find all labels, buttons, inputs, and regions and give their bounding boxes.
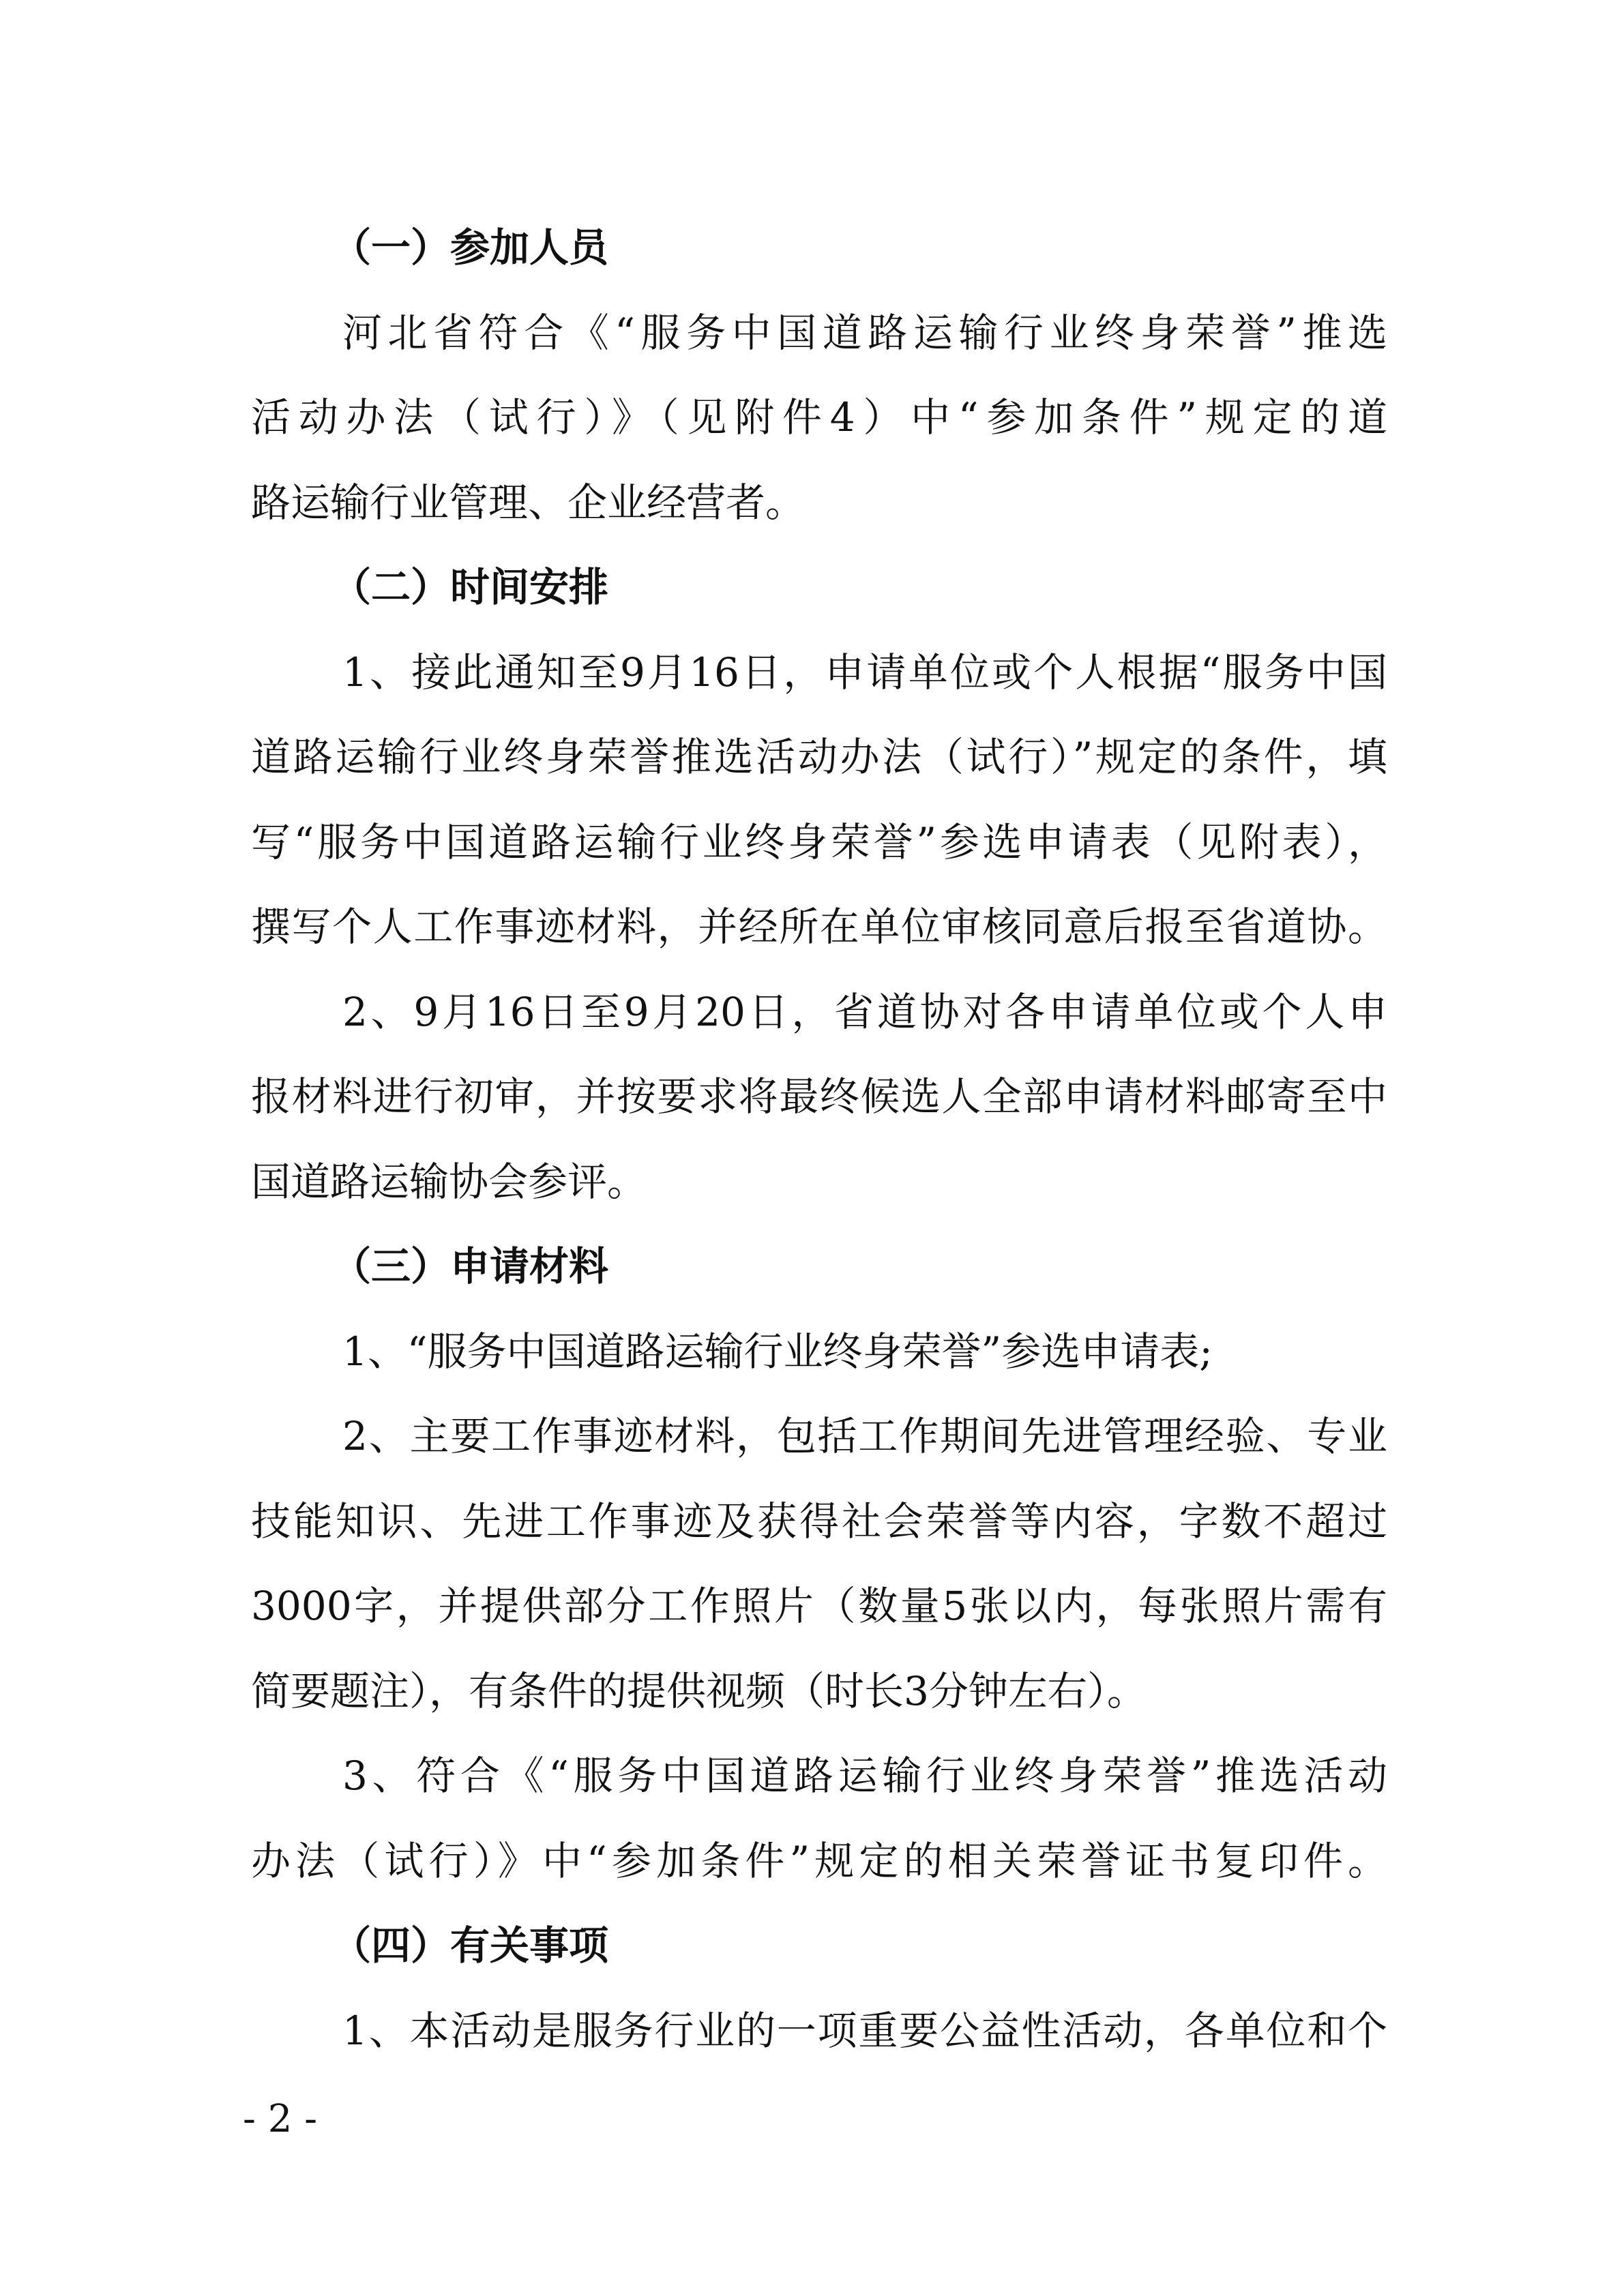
paragraph-line: 报材料进行初审，并按要求将最终候选人全部申请材料邮寄至中 bbox=[251, 1073, 1387, 1120]
paragraph-line: 技能知识、先进工作事迹及获得社会荣誉等内容，字数不超过 bbox=[251, 1497, 1387, 1545]
document-body bbox=[251, 205, 1387, 2073]
section-heading: （二）时间安排 bbox=[331, 564, 609, 610]
paragraph bbox=[251, 290, 1387, 546]
paragraph-line: 路运输行业管理、企业经营者。 bbox=[251, 479, 806, 526]
paragraph-line: 活动办法（试行）》（见附件4）中“参加条件”规定的道 bbox=[251, 394, 1387, 441]
page-number: - 2 - bbox=[243, 2097, 318, 2141]
paragraph-line: 2、主要工作事迹材料，包括工作期间先进管理经验、专业 bbox=[342, 1413, 1387, 1459]
paragraph-line: 1、接此通知至9月16日，申请单位或个人根据“服务中国 bbox=[342, 648, 1387, 696]
paragraph-line: 办法（试行）》中“参加条件”规定的相关荣誉证书复印件。 bbox=[251, 1837, 1387, 1884]
paragraph bbox=[251, 1394, 1387, 1733]
paragraph-line: 河北省符合《“服务中国道路运输行业终身荣誉”推选 bbox=[342, 309, 1387, 356]
section-notes bbox=[251, 1903, 1387, 2073]
paragraph bbox=[251, 1309, 1387, 1395]
paragraph-line: 3000字，并提供部分工作照片（数量5张以内，每张照片需有 bbox=[251, 1583, 1387, 1629]
paragraph-line: 道路运输行业终身荣誉推选活动办法（试行）”规定的条件，填 bbox=[251, 734, 1387, 780]
section-materials bbox=[251, 1224, 1387, 1903]
section-participants bbox=[251, 205, 1387, 545]
section-schedule bbox=[251, 545, 1387, 1224]
section-heading: （四）有关事项 bbox=[331, 1922, 609, 1969]
paragraph-line: 简要题注），有条件的提供视频（时长3分钟左右）。 bbox=[251, 1667, 1147, 1714]
paragraph-line: 1、“服务中国道路运输行业终身荣誉”参选申请表; bbox=[342, 1328, 1213, 1375]
paragraph-line: 2、9月16日至9月20日，省道协对各申请单位或个人申 bbox=[342, 988, 1387, 1035]
section-heading: （三）申请材料 bbox=[331, 1243, 609, 1289]
paragraph-line: 3、符合《“服务中国道路运输行业终身荣誉”推选活动 bbox=[342, 1753, 1387, 1799]
paragraph bbox=[251, 970, 1387, 1225]
paragraph bbox=[251, 1988, 1387, 2074]
paragraph-line: 写“服务中国道路运输行业终身荣誉”参选申请表（见附表）， bbox=[251, 818, 1387, 865]
paragraph bbox=[251, 1733, 1387, 1903]
paragraph-line: 国道路运输协会参评。 bbox=[251, 1158, 647, 1205]
paragraph-line: 撰写个人工作事迹材料，并经所在单位审核同意后报至省道协。 bbox=[251, 904, 1387, 950]
paragraph bbox=[251, 630, 1387, 970]
paragraph-line: 1、本活动是服务行业的一项重要公益性活动，各单位和个 bbox=[342, 2007, 1387, 2054]
section-heading: （一）参加人员 bbox=[331, 224, 609, 271]
